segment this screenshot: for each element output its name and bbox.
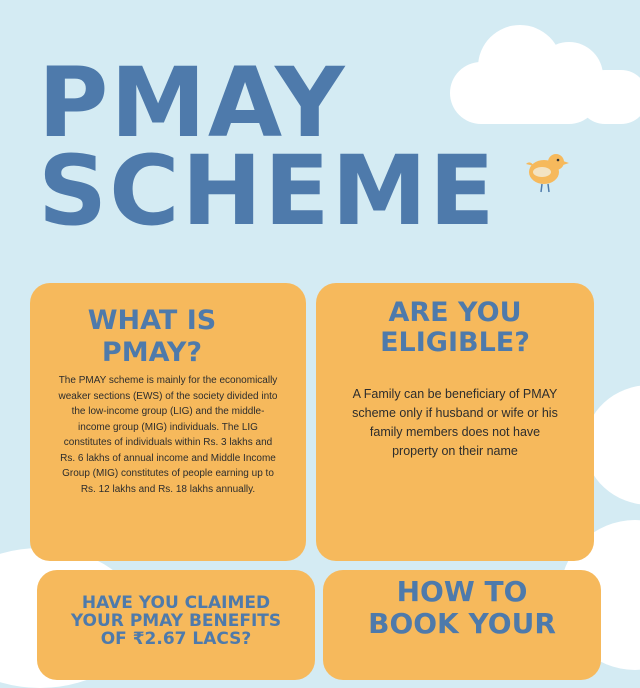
page-title-line2: SCHEME <box>38 135 497 247</box>
how-to-book-card <box>323 570 601 680</box>
page-title-line1: PMAY <box>38 47 347 159</box>
bird-icon <box>522 148 574 196</box>
eligibility-heading-line2: ELIGIBLE? <box>380 327 530 358</box>
claim-benefits-heading-line2: YOUR PMAY BENEFITS <box>70 611 282 631</box>
what-is-pmay-card <box>30 283 306 561</box>
what-is-pmay-heading-line2: PMAY? <box>101 337 203 368</box>
eligibility-text: A Family can be beneficiary of PMAY scheme only if husband or wife or his family members does not have property on their name <box>352 387 558 458</box>
eligibility-heading-line1: ARE YOU <box>388 297 522 328</box>
what-is-pmay-text: The PMAY scheme is mainly for the economically weaker sections (EWS) of the society divided into the low-income group (LIG) and the middle-income group (MIG) individuals. The LIG constitutes of individuals within Rs. 3 lakhs and Rs. 6 lakhs of annual income and Middle Income Group (MIG) constitutes of people earning up to Rs. 12 lakhs and Rs. 18 lakhs annually. <box>58 375 278 495</box>
claim-benefits-heading-line1: HAVE YOU CLAIMED <box>81 593 271 613</box>
how-to-book-heading-line1: HOW TO <box>396 575 528 608</box>
claim-benefits-heading-line3: OF ₹2.67 LACS? <box>100 629 252 649</box>
what-is-pmay-heading-line1: WHAT IS <box>87 305 217 336</box>
claim-benefits-card <box>37 570 315 680</box>
eligibility-card <box>316 283 594 561</box>
how-to-book-heading-line2: BOOK YOUR <box>368 607 556 640</box>
